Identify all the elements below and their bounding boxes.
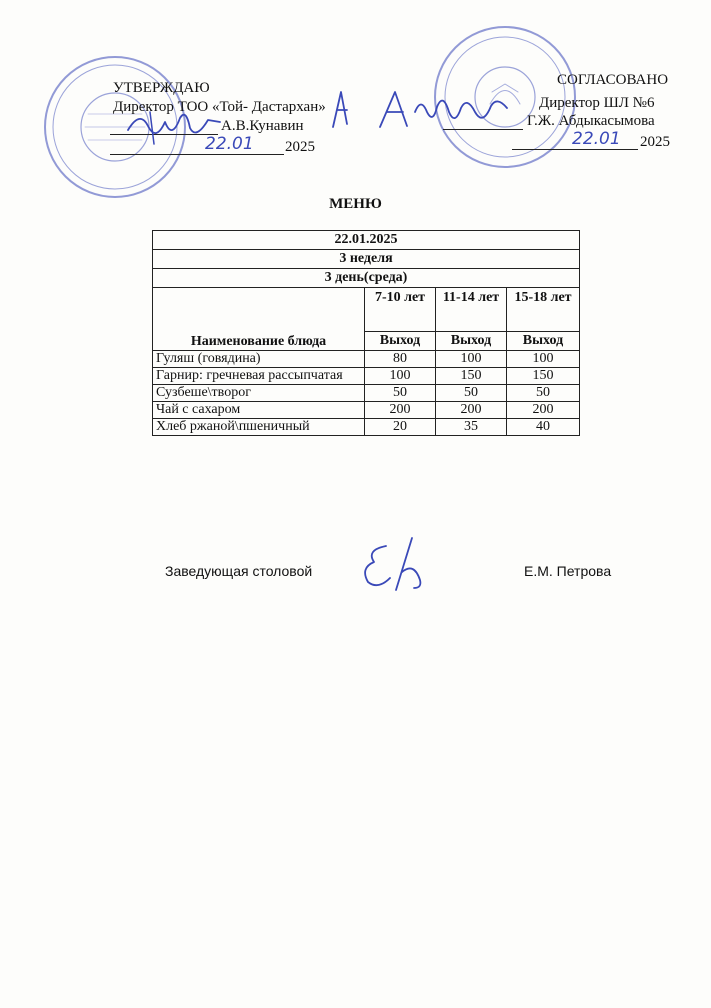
agree-year: 2025 (640, 134, 670, 150)
approve-position: Директор ТОО «Той- Дастархан» (113, 99, 326, 115)
column-header-age2: 11-14 лет (436, 288, 507, 332)
table-row (153, 250, 580, 269)
dish-value-age1: 20 (365, 419, 436, 436)
approve-title: УТВЕРЖДАЮ (113, 80, 210, 96)
dish-value-age1: 80 (365, 351, 436, 368)
approve-year: 2025 (285, 139, 315, 155)
table-row (153, 269, 580, 288)
agree-date-handwritten: 22.01 (572, 129, 621, 149)
table-row (153, 231, 580, 250)
table-row (153, 419, 580, 436)
dish-value-age2: 50 (436, 385, 507, 402)
menu-date: 22.01.2025 (153, 231, 580, 250)
table-row (153, 368, 580, 385)
table-row (153, 288, 580, 332)
dish-value-age1: 100 (365, 368, 436, 385)
approve-signature (120, 100, 230, 150)
dish-value-age3: 150 (507, 368, 580, 385)
agree-position: Директор ШЛ №6 (539, 95, 655, 111)
agree-name: Г.Ж. Абдыкасымова (527, 113, 655, 129)
approve-name: А.В.Кунавин (221, 118, 304, 134)
footer-role: Заведующая столовой (165, 563, 313, 579)
column-header-age1: 7-10 лет (365, 288, 436, 332)
agree-title: СОГЛАСОВАНО (557, 72, 669, 88)
dish-value-age1: 50 (365, 385, 436, 402)
menu-table (152, 230, 580, 436)
dish-name: Хлеб ржаной\пшеничный (153, 419, 365, 436)
dish-value-age1: 200 (365, 402, 436, 419)
dish-name: Гуляш (говядина) (153, 351, 365, 368)
dish-name: Гарнир: гречневая рассыпчатая (153, 368, 365, 385)
dish-name: Сузбеше\творог (153, 385, 365, 402)
column-header-output: Выход (507, 332, 580, 351)
dish-value-age2: 200 (436, 402, 507, 419)
dish-value-age3: 100 (507, 351, 580, 368)
table-row (153, 385, 580, 402)
dish-value-age2: 150 (436, 368, 507, 385)
approve-date-handwritten: 22.01 (205, 134, 254, 154)
table-row (153, 351, 580, 368)
footer-signature (352, 532, 432, 598)
menu-week: 3 неделя (153, 250, 580, 269)
dish-value-age3: 200 (507, 402, 580, 419)
agree-signature-line (443, 112, 523, 130)
dish-name: Чай с сахаром (153, 402, 365, 419)
menu-day: 3 день(среда) (153, 269, 580, 288)
dish-value-age3: 50 (507, 385, 580, 402)
dish-value-age2: 100 (436, 351, 507, 368)
table-row (153, 402, 580, 419)
column-header-age3: 15-18 лет (507, 288, 580, 332)
column-header-name: Наименование блюда (153, 288, 365, 351)
dish-value-age3: 40 (507, 419, 580, 436)
column-header-output: Выход (436, 332, 507, 351)
menu-title: МЕНЮ (329, 196, 382, 212)
column-header-output: Выход (365, 332, 436, 351)
footer-name: Е.М. Петрова (524, 563, 612, 579)
dish-value-age2: 35 (436, 419, 507, 436)
